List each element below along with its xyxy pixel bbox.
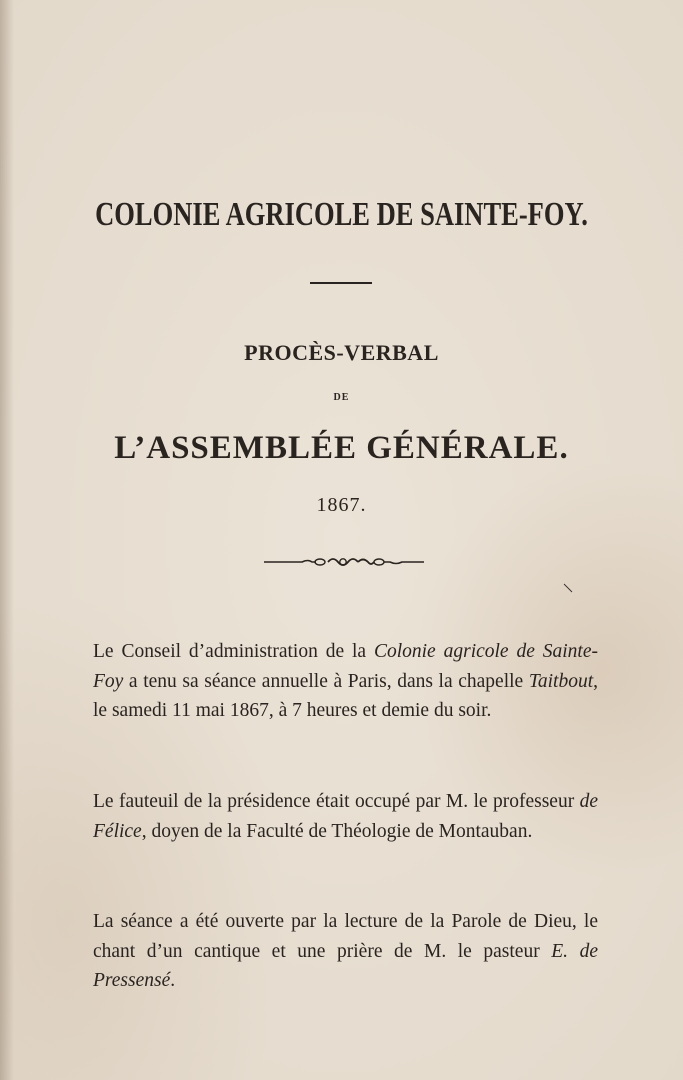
italic-segment: E. de Pressensé [93, 940, 598, 991]
text-segment: Le Conseil d’administration de la [93, 641, 374, 662]
year-label: 1867. [316, 494, 367, 516]
text-segment: . [170, 970, 176, 991]
text-segment: Le fauteuil de la présidence était occupé par M. le professeur [93, 791, 580, 812]
title-rule [310, 282, 372, 284]
italic-segment: de Félice [93, 791, 598, 842]
document-title: COLONIE AGRICOLE DE SAINTE-FOY. [95, 196, 588, 233]
text-segment: La séance a été ouverte par la lecture de la Parole de Dieu, le chant d’un cantique et une prière de M. le pasteur [93, 911, 598, 962]
italic-segment: Colonie agricole de Sainte-Foy [93, 641, 598, 692]
italic-segment: Taitbout [528, 670, 594, 692]
paragraph-1 [93, 637, 598, 726]
stray-mark-icon [563, 583, 573, 593]
text-segment: , le samedi 11 mai 1867, à 7 heures et demie du soir. [93, 670, 598, 721]
text-segment: , doyen de la Faculté de Théologie de Montauban. [141, 820, 533, 842]
paragraph-2 [93, 787, 598, 846]
page-gutter-shadow [0, 0, 14, 1080]
text-segment: a tenu sa séance annuelle à Paris, dans la chapelle [123, 670, 529, 692]
connector-de: DE [333, 392, 350, 403]
ornament-divider-icon [262, 554, 426, 570]
paragraph-3 [93, 907, 598, 996]
assembly-heading: L’ASSEMBLÉE GÉNÉRALE. [114, 430, 569, 466]
proces-verbal-heading: PROCÈS-VERBAL [244, 340, 439, 365]
